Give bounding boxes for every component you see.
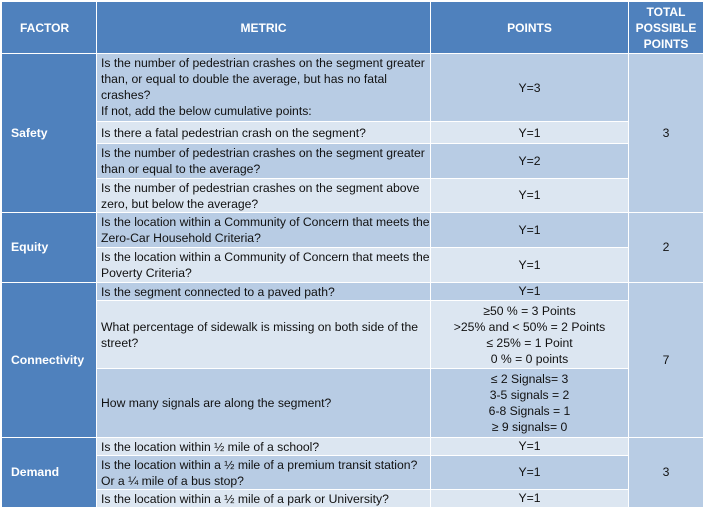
metric-cell: Is the number of pedestrian crashes on the segment above zero, but below the average?	[97, 178, 431, 212]
scoring-criteria-table	[1, 1, 704, 508]
points-line: >25% and < 50% = 2 Points	[453, 319, 606, 334]
metric-cell: Is the location within a Community of Concern that meets the Poverty Criteria?	[97, 247, 431, 282]
points-cell: Y=2	[431, 144, 629, 178]
points-cell: Y=1	[431, 455, 629, 489]
table-row	[2, 455, 704, 489]
metric-note: If not, add the below cumulative points:	[101, 104, 312, 118]
points-cell: Y=1	[431, 437, 629, 455]
total-equity: 2	[629, 212, 704, 282]
metric-text: Is the number of pedestrian crashes on the segment greater than, or equal to double the average, but has no fatal crashes?	[101, 56, 425, 102]
header-points: POINTS	[431, 2, 629, 54]
points-cell: Y=1	[431, 489, 629, 507]
table-row	[2, 144, 704, 178]
points-cell: Y=1	[431, 178, 629, 212]
header-total-line: POSSIBLE	[635, 20, 697, 35]
total-connectivity: 7	[629, 282, 704, 437]
table-row	[2, 437, 704, 455]
points-cell	[431, 301, 629, 369]
table-row	[2, 178, 704, 212]
points-line: 3-5 signals = 2	[489, 387, 570, 402]
table-row	[2, 489, 704, 507]
metric-cell	[97, 54, 431, 122]
points-cell	[431, 369, 629, 437]
points-line: ≤ 25% = 1 Point	[486, 335, 573, 350]
points-line: ≥50 % = 3 Points	[483, 303, 576, 318]
metric-cell: Is the location within a ½ mile of a premium transit station? Or a ¼ mile of a bus stop?	[97, 455, 431, 489]
points-cell: Y=3	[431, 54, 629, 122]
header-row	[2, 2, 704, 54]
table-row	[2, 122, 704, 144]
metric-cell: Is the location within a ½ mile of a park or University?	[97, 489, 431, 507]
metric-cell: What percentage of sidewalk is missing on both side of the street?	[97, 301, 431, 369]
header-total-possible-points	[629, 2, 704, 54]
metric-cell: Is there a fatal pedestrian crash on the segment?	[97, 122, 431, 144]
metric-cell: How many signals are along the segment?	[97, 369, 431, 437]
header-total-line: POINTS	[643, 36, 689, 51]
factor-safety: Safety	[2, 54, 97, 213]
points-cell: Y=1	[431, 122, 629, 144]
metric-cell: Is the location within ½ mile of a school?	[97, 437, 431, 455]
points-cell: Y=1	[431, 212, 629, 247]
header-metric: METRIC	[97, 2, 431, 54]
table-row	[2, 301, 704, 369]
header-total-line: TOTAL	[646, 4, 686, 19]
factor-equity: Equity	[2, 212, 97, 282]
points-line: Y=1	[518, 284, 541, 299]
header-factor: FACTOR	[2, 2, 97, 54]
table-row	[2, 212, 704, 247]
points-line: ≥ 9 signals= 0	[491, 419, 568, 434]
points-cell: Y=1	[431, 247, 629, 282]
factor-connectivity: Connectivity	[2, 282, 97, 437]
points-line: 6-8 Signals = 1	[488, 403, 571, 418]
table-row	[2, 282, 704, 300]
total-demand: 3	[629, 437, 704, 507]
points-line: 0 % = 0 points	[490, 351, 569, 366]
factor-demand: Demand	[2, 437, 97, 507]
table-row	[2, 54, 704, 122]
metric-cell: Is the location within a Community of Concern that meets the Zero-Car Household Criteria?	[97, 212, 431, 247]
metric-cell: Is the number of pedestrian crashes on the segment greater than or equal to the average?	[97, 144, 431, 178]
total-safety: 3	[629, 54, 704, 213]
table-row	[2, 247, 704, 282]
metric-cell: Is the segment connected to a paved path?	[97, 282, 431, 300]
table-row	[2, 369, 704, 437]
points-cell	[431, 282, 629, 300]
points-line: ≤ 2 Signals= 3	[490, 371, 569, 386]
